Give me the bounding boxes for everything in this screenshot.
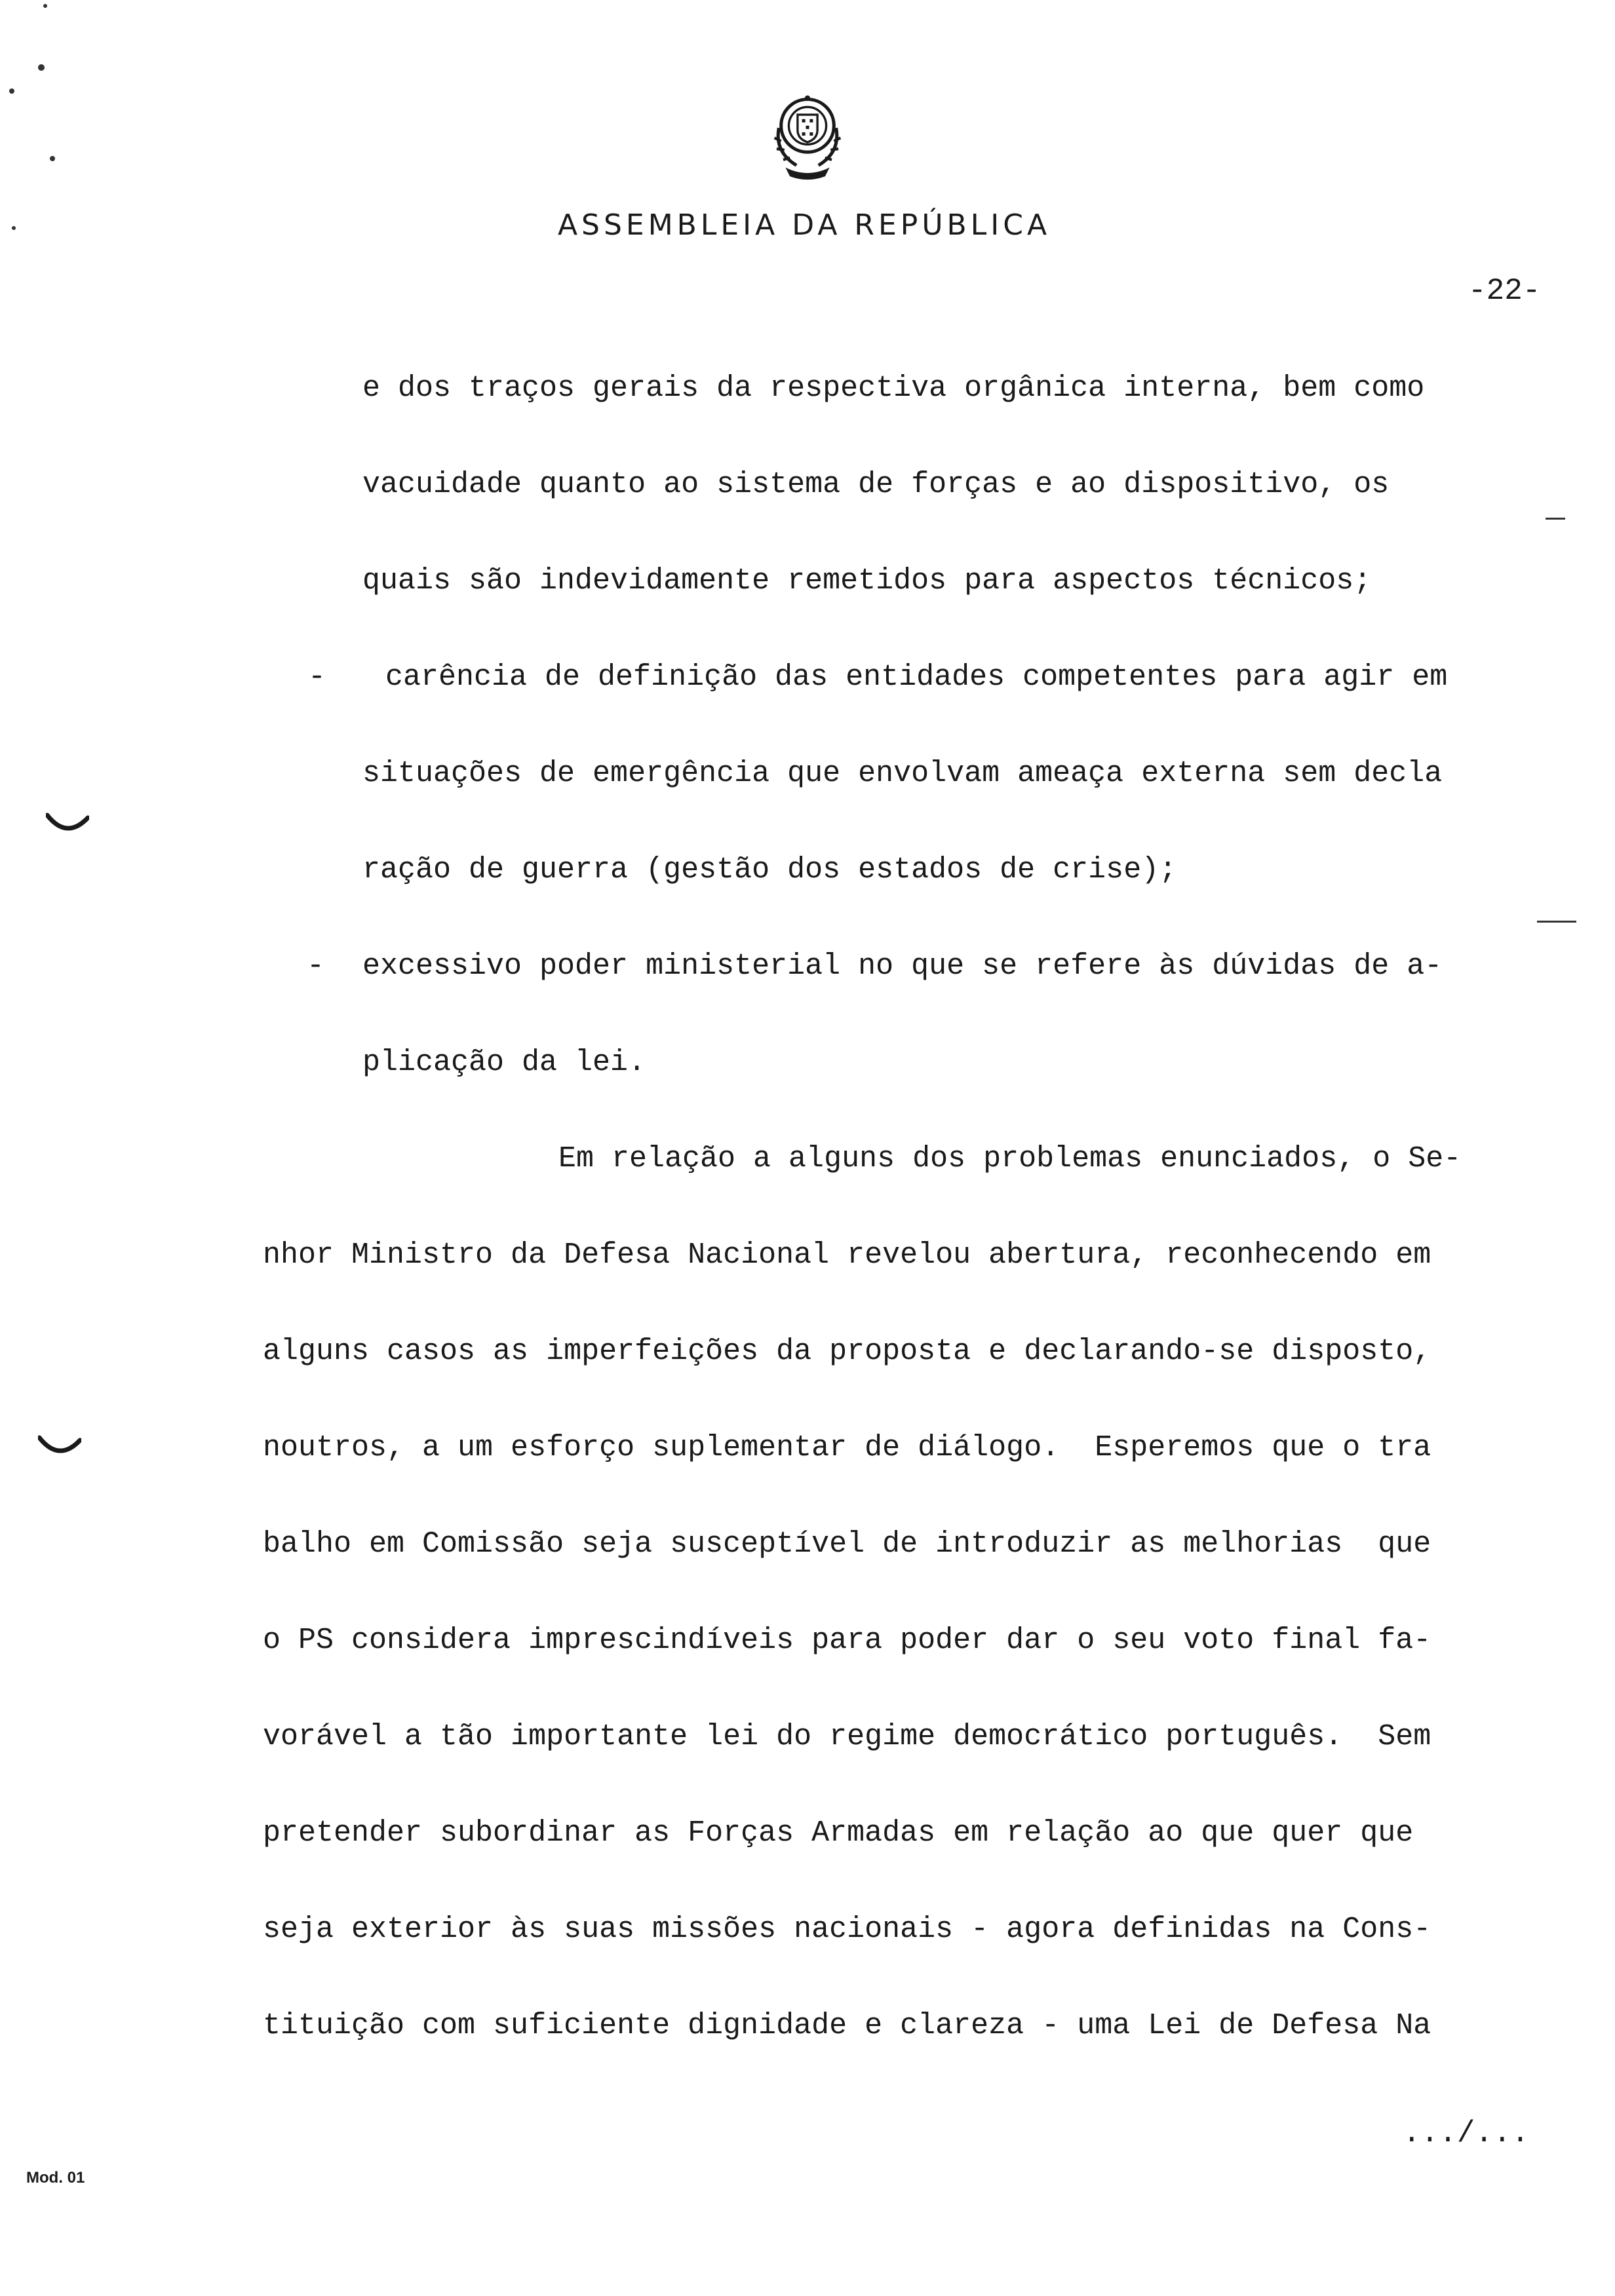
coat-of-arms-icon [752, 84, 863, 194]
bullet-dash: - [308, 660, 326, 694]
text-line: e dos traços gerais da respectiva orgânica interna, bem como [362, 372, 1425, 405]
text-line: quais são indevidamente remetidos para aspectos técnicos; [362, 564, 1372, 598]
text-line: situações de emergência que envolvam ameaça externa sem decla [362, 757, 1443, 790]
text-line: noutros, a um esforço suplementar de diálogo. Esperemos que o tra [263, 1431, 1431, 1464]
text-line: balho em Comissão seja susceptível de introduzir as melhorias que [263, 1527, 1431, 1561]
text-line: excessivo poder ministerial no que se refere às dúvidas de a- [362, 949, 1443, 983]
text-line: carência de definição das entidades competentes para agir em [385, 660, 1448, 694]
text-line: Em relação a alguns dos problemas enunciados, o Se- [558, 1142, 1462, 1176]
scan-speck [9, 88, 14, 94]
text-line: vacuidade quanto ao sistema de forças e ao dispositivo, os [362, 468, 1390, 501]
scan-speck [12, 226, 16, 230]
text-line: o PS considera imprescindíveis para poder dar o seu voto final fa- [263, 1624, 1431, 1657]
page-number: -22- [1468, 274, 1541, 308]
punch-mark-icon [38, 1435, 81, 1457]
text-line: seja exterior às suas missões nacionais - agora definidas na Cons- [263, 1913, 1431, 1946]
text-line: tituição com suficiente dignidade e clareza - uma Lei de Defesa Na [263, 2009, 1431, 2042]
text-line: pretender subordinar as Forças Armadas em relação ao que quer que [263, 1816, 1414, 1850]
punch-mark-icon [46, 813, 89, 835]
text-line: nhor Ministro da Defesa Nacional revelou abertura, reconhecendo em [263, 1238, 1431, 1272]
text-line: alguns casos as imperfeições da proposta e declarando-se disposto, [263, 1335, 1431, 1368]
text-line: ração de guerra (gestão dos estados de crise); [362, 853, 1177, 887]
scan-speck [50, 156, 55, 161]
form-code: Mod. 01 [26, 2169, 85, 2187]
text-line: vorável a tão importante lei do regime democrático português. Sem [263, 1720, 1431, 1753]
bullet-dash: - [307, 949, 325, 983]
text-line: plicação da lei. [362, 1046, 646, 1079]
scan-speck [1537, 921, 1576, 923]
continuation-mark: .../... [1403, 2116, 1530, 2151]
scan-speck [1546, 518, 1565, 520]
scan-speck [38, 64, 45, 71]
institution-heading: ASSEMBLEIA DA REPÚBLICA [557, 208, 1051, 242]
scan-speck [43, 4, 47, 8]
